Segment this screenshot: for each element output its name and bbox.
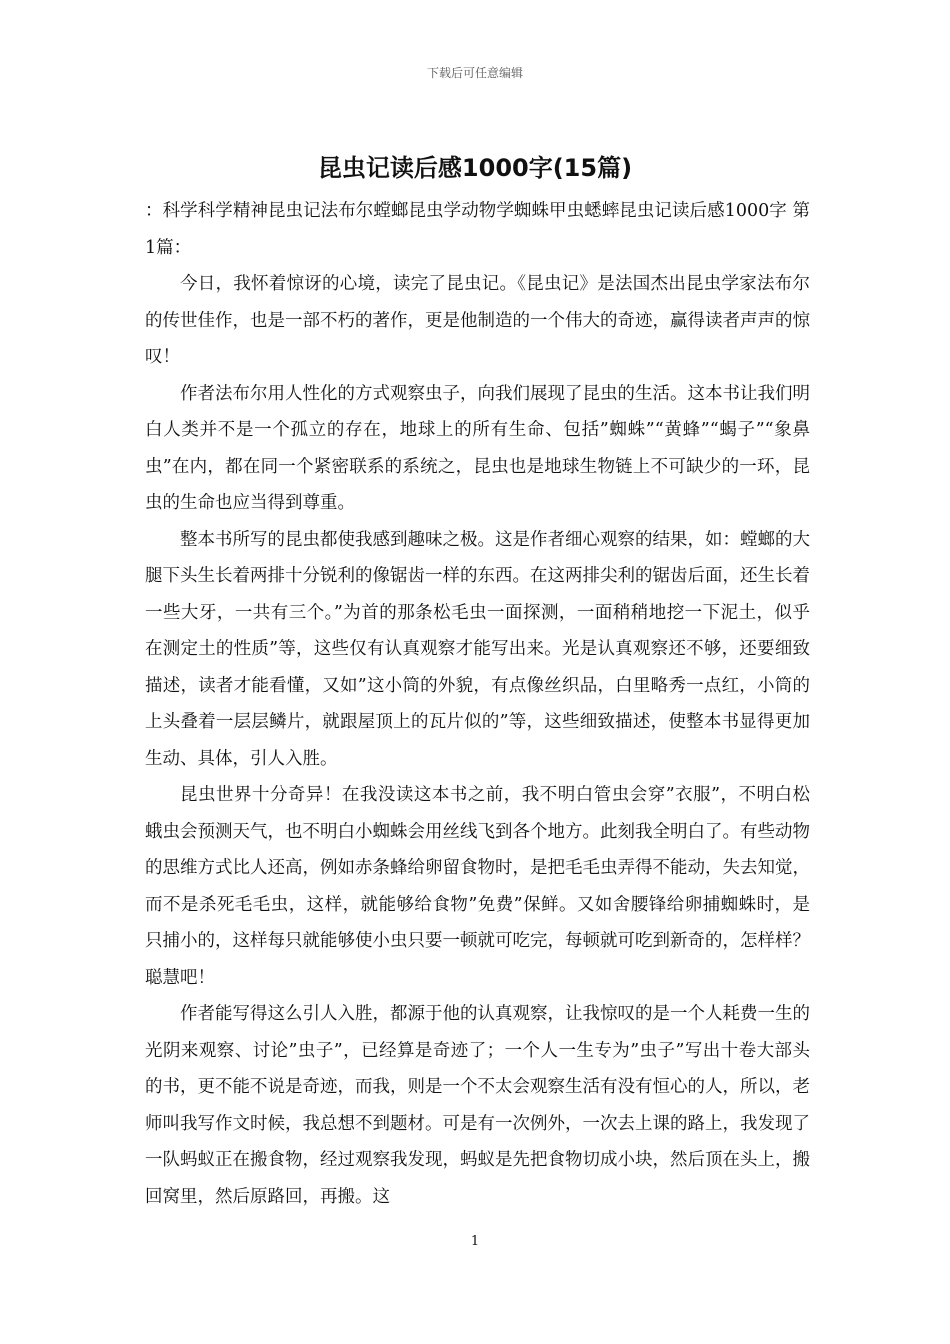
paragraph: 昆虫世界十分奇异！在我没读这本书之前，我不明白管虫会穿”衣服”，不明白松蛾虫会预测天气，也不明白小蜘蛛会用丝线飞到各个地方。此刻我全明白了。有些动物的思维方式比人还高，例如赤条蜂给卵留食物时，是把毛毛虫弄得不能动，失去知觉，而不是杀死毛毛虫，这样，就能够给食物”免费”保鲜。又如舍腰锋给卵捕蜘蛛时，是只捕小的，这样每只就能够使小虫只要一顿就可吃完，每顿就可吃到新奇的，怎样样？聪慧吧！: [145, 785, 810, 988]
paragraph: 今日，我怀着惊讶的心境，读完了昆虫记。《昆虫记》是法国杰出昆虫学家法布尔的传世佳作，也是一部不朽的著作，更是他制造的一个伟大的奇迹，赢得读者声声的惊叹！: [145, 274, 810, 367]
paragraph: 作者能写得这么引人入胜，都源于他的认真观察，让我惊叹的是一个人耗费一生的光阴来观察、讨论”虫子”，已经算是奇迹了；一个人一生专为”虫子”写出十卷大部头的书，更不能不说是奇迹，而我，则是一个不太会观察生活有没有恒心的人，所以，老师叫我写作文时候，我总想不到题材。可是有一次例外，一次去上课的路上，我发现了一队蚂蚁正在搬食物，经过观察我发现，蚂蚁是先把食物切成小块，然后顶在头上，搬回窝里，然后原路回，再搬。这: [145, 1004, 810, 1207]
keywords-line: ：科学科学精神昆虫记法布尔螳螂昆虫学动物学蜘蛛甲虫蟋蟀昆虫记读后感1000字 第1篇：: [145, 201, 810, 258]
header-note: 下载后可任意编辑: [426, 66, 523, 80]
page-number: 1: [470, 1234, 480, 1249]
paragraph: 整本书所写的昆虫都使我感到趣味之极。这是作者细心观察的结果，如：螳螂的大腿下头生长着两排十分锐利的像锯齿一样的东西。在这两排尖利的锯齿后面，还生长着一些大牙，一共有三个。”为首的那条松毛虫一面探测，一面稍稍地挖一下泥土，似乎在测定土的性质”等，这些仅有认真观察才能写出来。光是认真观察还不够，还要细致描述，读者才能看懂，又如”这小筒的外貌，有点像丝织品，白里略秀一点红，小筒的上头叠着一层层鳞片，就跟屋顶上的瓦片似的”等，这些细致描述，使整本书显得更加生动、具体，引人入胜。: [145, 529, 810, 769]
document-title: 昆虫记读后感1000字(15篇): [317, 154, 633, 182]
document-body: [145, 193, 810, 1215]
paragraph: 作者法布尔用人性化的方式观察虫子，向我们展现了昆虫的生活。这本书让我们明白人类并不是一个孤立的存在，地球上的所有生命、包括”蜘蛛”“黄蜂”“蝎子”“象鼻虫”在内，都在同一个紧密联系的系统之，昆虫也是地球生物链上不可缺少的一环，昆虫的生命也应当得到尊重。: [145, 383, 810, 513]
